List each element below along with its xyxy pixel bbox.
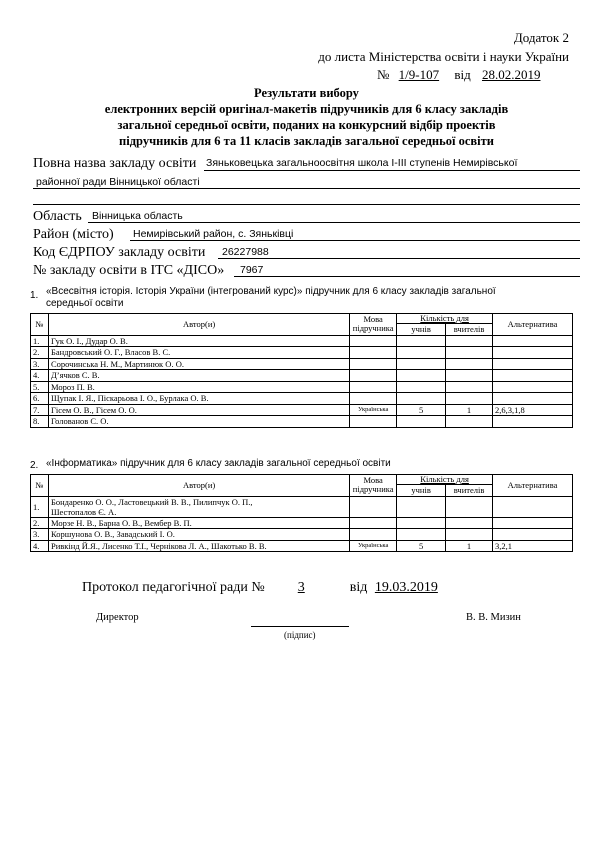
row-author: Щупак І. Я., Піскарьова І. О., Бурлака О. В. [48, 393, 349, 405]
letter-number: 1/9-107 [398, 67, 440, 82]
row-alternative [493, 496, 573, 517]
row-students: 5 [397, 540, 446, 552]
row-number: 4. [31, 540, 49, 552]
row-alternative [493, 416, 573, 428]
row-language [350, 381, 397, 393]
date-prefix: від [454, 67, 471, 82]
row-author [48, 517, 349, 529]
row-students: 5 [397, 404, 446, 416]
school-name-value-1: Зяньковецька загальноосвітня школа І-ІІІ ступенів Немирівської [206, 157, 518, 169]
title-line-1: Результати вибору [254, 86, 359, 100]
header-language: Мова підручника [350, 314, 397, 336]
header-num: № [31, 475, 49, 497]
table-row [31, 404, 573, 416]
header-teachers: вчителів [446, 485, 493, 497]
row-teachers [446, 416, 493, 428]
row-teachers [446, 358, 493, 370]
table-row [31, 496, 573, 517]
row-alternative: 2,6,3,1,8 [493, 404, 573, 416]
row-number: 5. [31, 381, 49, 393]
district-value: Немирівський район, с. Зяньківці [133, 228, 294, 240]
row-language [350, 393, 397, 405]
table-row [31, 358, 573, 370]
row-language [350, 416, 397, 428]
header-author: Автор(и) [48, 475, 349, 497]
district-label: Район (місто) [33, 227, 114, 242]
row-alternative [493, 335, 573, 347]
protocol-date-prefix: від [349, 580, 368, 595]
row-number: 6. [31, 393, 49, 405]
signature-line [251, 626, 349, 627]
row-teachers [446, 347, 493, 359]
region-underline [88, 222, 580, 223]
section1-number: 1. [30, 290, 39, 301]
row-alternative: 3,2,1 [493, 540, 573, 552]
row-alternative [493, 370, 573, 382]
row-language [350, 347, 397, 359]
row-teachers [446, 381, 493, 393]
row-language [350, 358, 397, 370]
row-teachers [446, 335, 493, 347]
row-students [397, 370, 446, 382]
row-alternative [493, 358, 573, 370]
school-name-underline-3 [33, 204, 580, 205]
edrpou-value: 26227988 [222, 246, 269, 258]
header-students: учнів [397, 485, 446, 497]
row-students [397, 393, 446, 405]
row-language: Українська [350, 404, 397, 416]
section1-table [30, 313, 573, 428]
region-label: Область [33, 209, 82, 224]
letter-date: 28.02.2019 [481, 67, 541, 82]
table-row [31, 335, 573, 347]
header-alternative: Альтернатива [493, 314, 573, 336]
title-line-3: загальної середньої освіти, поданих на конкурсний відбір проектів [117, 118, 496, 132]
header-quantity: Кількість для [397, 475, 493, 485]
table-row [31, 370, 573, 382]
table-row [31, 393, 573, 405]
section2-table [30, 474, 573, 552]
itc-underline [234, 276, 580, 277]
row-number: 2. [31, 347, 49, 359]
header-author: Автор(и) [48, 314, 349, 336]
row-number: 2. [31, 517, 49, 529]
header-quantity: Кількість для [397, 314, 493, 324]
row-number: 4. [31, 370, 49, 382]
row-number: 3. [31, 529, 49, 541]
row-language [350, 529, 397, 541]
header-num: № [31, 314, 49, 336]
row-author: Бандровський О. Г., Власов В. С. [48, 347, 349, 359]
row-students [397, 529, 446, 541]
row-alternative [493, 347, 573, 359]
table-row [31, 517, 573, 529]
row-students [397, 347, 446, 359]
row-teachers [446, 393, 493, 405]
row-author: Гук О. І., Дудар О. В. [48, 335, 349, 347]
row-alternative [493, 517, 573, 529]
row-number: 7. [31, 404, 49, 416]
annex-label: Додаток 2 [513, 30, 569, 45]
header-teachers: вчителів [446, 324, 493, 336]
header-alternative: Альтернатива [493, 475, 573, 497]
row-number: 3. [31, 358, 49, 370]
section1-title-2: середньої освіти [46, 298, 124, 309]
director-label: Директор [96, 612, 139, 623]
row-students [397, 416, 446, 428]
row-language [350, 517, 397, 529]
row-students [397, 517, 446, 529]
row-author [48, 540, 349, 552]
row-teachers [446, 529, 493, 541]
protocol-number: 3 [297, 580, 305, 595]
school-name-value-2: районної ради Вінницької області [36, 176, 200, 188]
row-teachers: 1 [446, 540, 493, 552]
school-name-label: Повна назва закладу освіти [33, 156, 197, 171]
row-teachers [446, 517, 493, 529]
table-row [31, 540, 573, 552]
row-teachers: 1 [446, 404, 493, 416]
row-number: 1. [31, 496, 49, 517]
section1-title-1: «Всесвітня історія. Історія України (інтегрований курс)» підручник для 6 класу закладів загальної [46, 286, 496, 297]
row-author-line-1: Морзе Н. В., Барна О. В., Вембер В. П. [50, 517, 192, 528]
row-teachers [446, 496, 493, 517]
row-language [350, 496, 397, 517]
row-author: Мороз П. В. [48, 381, 349, 393]
region-value: Вінницька область [92, 210, 183, 222]
protocol-label: Протокол педагогічної ради № [82, 580, 265, 595]
director-name: В. В. Мизин [466, 612, 521, 623]
school-name-underline-1 [204, 170, 580, 171]
protocol-row [82, 580, 455, 596]
row-alternative [493, 529, 573, 541]
edrpou-underline [218, 258, 580, 259]
row-author [48, 529, 349, 541]
row-language: Українська [350, 540, 397, 552]
row-author: Сорочинська Н. М., Мартинюк О. О. [48, 358, 349, 370]
section2-number: 2. [30, 460, 39, 471]
row-students [397, 381, 446, 393]
row-teachers [446, 370, 493, 382]
row-number: 8. [31, 416, 49, 428]
itc-value: 7967 [240, 264, 264, 276]
row-author: Д’ячков С. В. [48, 370, 349, 382]
edrpou-label: Код ЄДРПОУ закладу освіти [33, 245, 206, 260]
row-language [350, 335, 397, 347]
row-alternative [493, 393, 573, 405]
row-students [397, 496, 446, 517]
itc-label: № закладу освіти в ІТС «ДІСО» [33, 263, 225, 278]
district-underline [130, 240, 580, 241]
row-number: 1. [31, 335, 49, 347]
header-language: Мова підручника [350, 475, 397, 497]
table-row [31, 347, 573, 359]
letter-reference: до листа Міністерства освіти і науки України [318, 49, 569, 64]
title-line-2: електронних версій оригінал-макетів підручників для 6 класу закладів [104, 102, 509, 116]
row-author: Гісем О. В., Гісем О. О. [48, 404, 349, 416]
number-prefix: № [377, 67, 390, 82]
table-row [31, 529, 573, 541]
header-students: учнів [397, 324, 446, 336]
letter-number-row [377, 67, 548, 83]
row-students [397, 358, 446, 370]
table-row [31, 381, 573, 393]
row-alternative [493, 381, 573, 393]
table-row [31, 416, 573, 428]
row-author-line-2: Шестопалов Є. А. [50, 506, 117, 517]
row-author [48, 496, 349, 517]
row-author-line-1: Ривкінд Й.Я., Лисенко Т.І., Чернікова Л. А., Шакотько В. В. [50, 540, 267, 551]
school-name-underline-2 [33, 188, 580, 189]
row-author-line-1: Коршунова О. В., Завадський І. О. [50, 529, 175, 540]
signature-caption: (підпис) [284, 630, 316, 640]
section2-title: «Інформатика» підручник для 6 класу закладів загальної середньої освіти [46, 458, 391, 469]
row-language [350, 370, 397, 382]
row-author-line-1: Бондаренко О. О., Ластовецький В. В., Пилипчук О. П., [50, 496, 253, 507]
protocol-date: 19.03.2019 [374, 580, 438, 595]
row-students [397, 335, 446, 347]
title-line-4: підручників для 6 та 11 класів закладів загальної середньої освіти [119, 134, 494, 148]
row-author: Голованов С. О. [48, 416, 349, 428]
